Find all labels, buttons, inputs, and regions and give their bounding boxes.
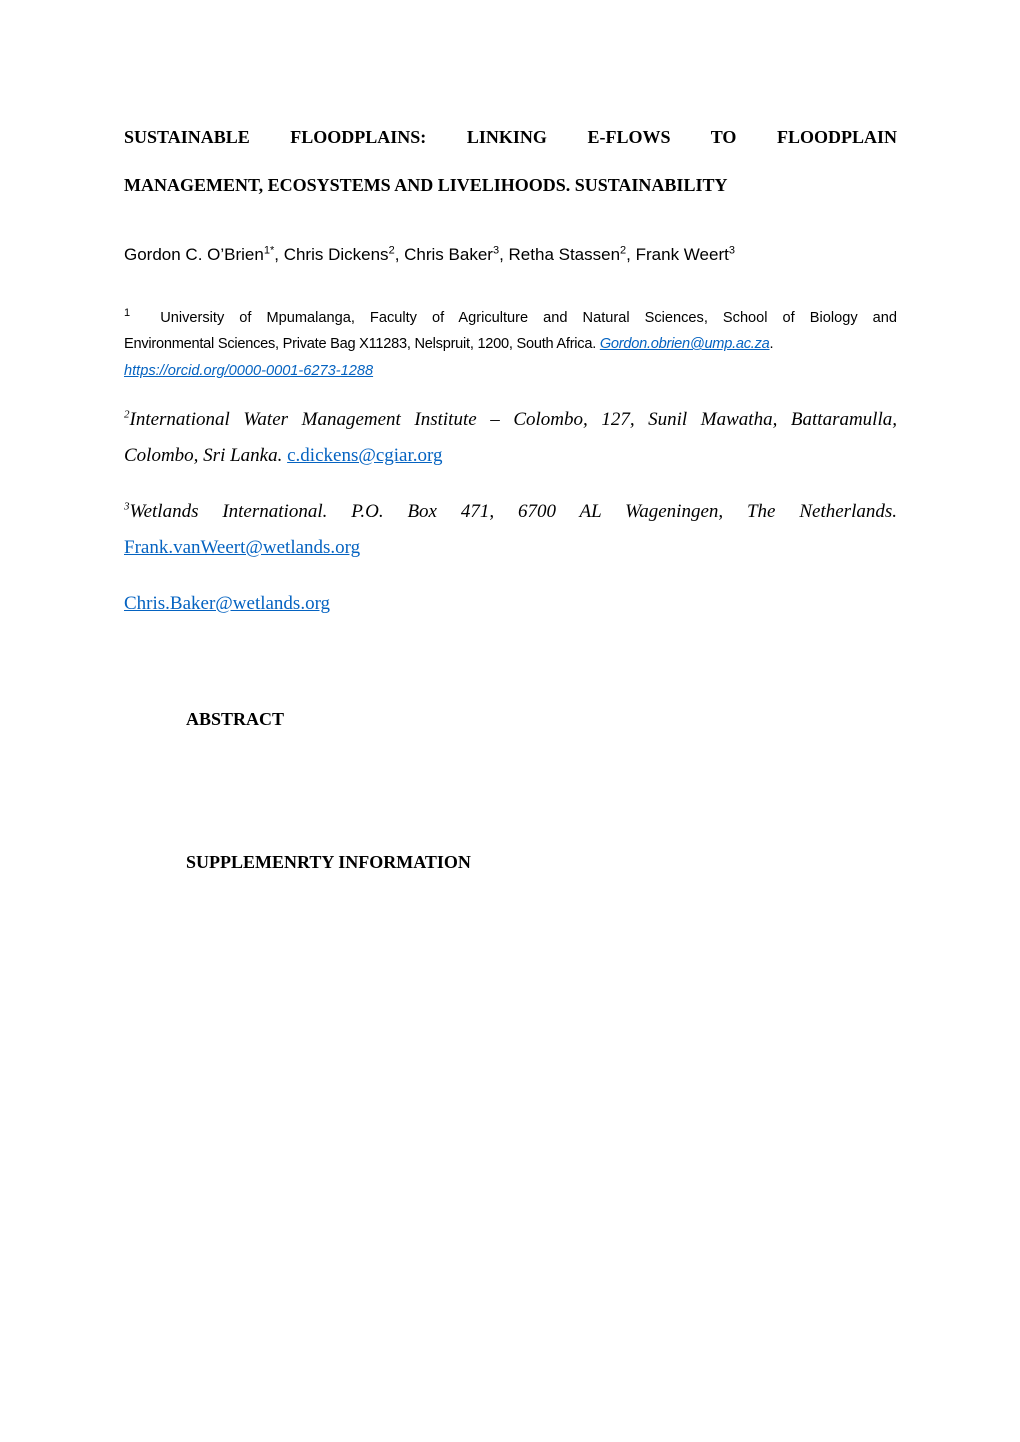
affiliation-1-line-1	[124, 308, 897, 328]
author-separator: ,	[394, 245, 405, 264]
supplementary-information-heading: SUPPLEMENRTY INFORMATION	[186, 852, 471, 872]
orcid-link[interactable]: https://orcid.org/0000-0001-6273-1288	[124, 363, 374, 379]
affiliation-2-location: Colombo, Sri Lanka.	[124, 445, 283, 466]
affiliation-2-line-2	[124, 444, 897, 468]
affiliation-3-line-1	[124, 500, 897, 524]
affiliation-3-email-link[interactable]: Frank.vanWeert@wetlands.org	[124, 537, 361, 558]
affiliation-1-email-link[interactable]: Gordon.obrien@ump.ac.za	[599, 336, 770, 352]
author-separator: ,	[274, 245, 284, 264]
author-list	[124, 243, 897, 267]
affiliation-2-line-1	[124, 408, 897, 432]
chris-baker-email-link[interactable]: Chris.Baker@wetlands.org	[124, 593, 331, 614]
affiliation-2-text: International Water Management Institute – Colombo, 127, Sunil Mawatha, Battaramulla,	[129, 409, 897, 430]
affiliation-3-text: Wetlands International. P.O. Box 471, 6700 AL Wageningen, The Netherlands.	[129, 501, 897, 522]
author-name: Chris Dickens	[283, 245, 389, 264]
affiliation-1-text: University of Mpumalanga, Faculty of Agriculture and Natural Sciences, School of Biology and	[160, 310, 897, 326]
abstract-heading: ABSTRACT	[186, 709, 285, 729]
affiliation-1-line-2	[124, 334, 897, 354]
affiliation-1-address: Environmental Sciences, Private Bag X11283, Nelspruit, 1200, South Africa.	[124, 336, 600, 352]
author-affiliation-marker: 2	[620, 244, 627, 257]
affiliation-3-line-2	[124, 536, 897, 560]
author-affiliation-marker: 3	[492, 244, 500, 257]
affiliation-2-email-link[interactable]: c.dickens@cgiar.org	[287, 445, 443, 466]
affiliation-3-marker: 3	[124, 500, 130, 513]
author-name: Chris Baker	[404, 245, 493, 264]
author-name: Retha Stassen	[508, 245, 621, 264]
paper-title-line-2: MANAGEMENT, ECOSYSTEMS AND LIVELIHOODS. SUSTAINABILITY	[124, 175, 728, 195]
author-name: Gordon C. O’Brien	[124, 245, 264, 264]
paper-title-line-1: SUSTAINABLE FLOODPLAINS: LINKING E-FLOWS TO FLOODPLAIN	[124, 127, 897, 147]
affiliation-1-line-3	[124, 361, 897, 381]
author-name: Frank Weert	[635, 245, 729, 264]
author-affiliation-marker: 1*	[263, 244, 275, 257]
author-separator: ,	[499, 245, 509, 264]
author-separator: ,	[626, 245, 636, 264]
affiliation-2-marker: 2	[124, 408, 130, 421]
affiliation-1-marker: 1	[124, 307, 131, 320]
extra-email-line	[124, 592, 897, 616]
author-affiliation-marker: 2	[388, 244, 395, 257]
author-affiliation-marker: 3	[728, 244, 735, 257]
affiliation-1-period: .	[769, 336, 774, 352]
